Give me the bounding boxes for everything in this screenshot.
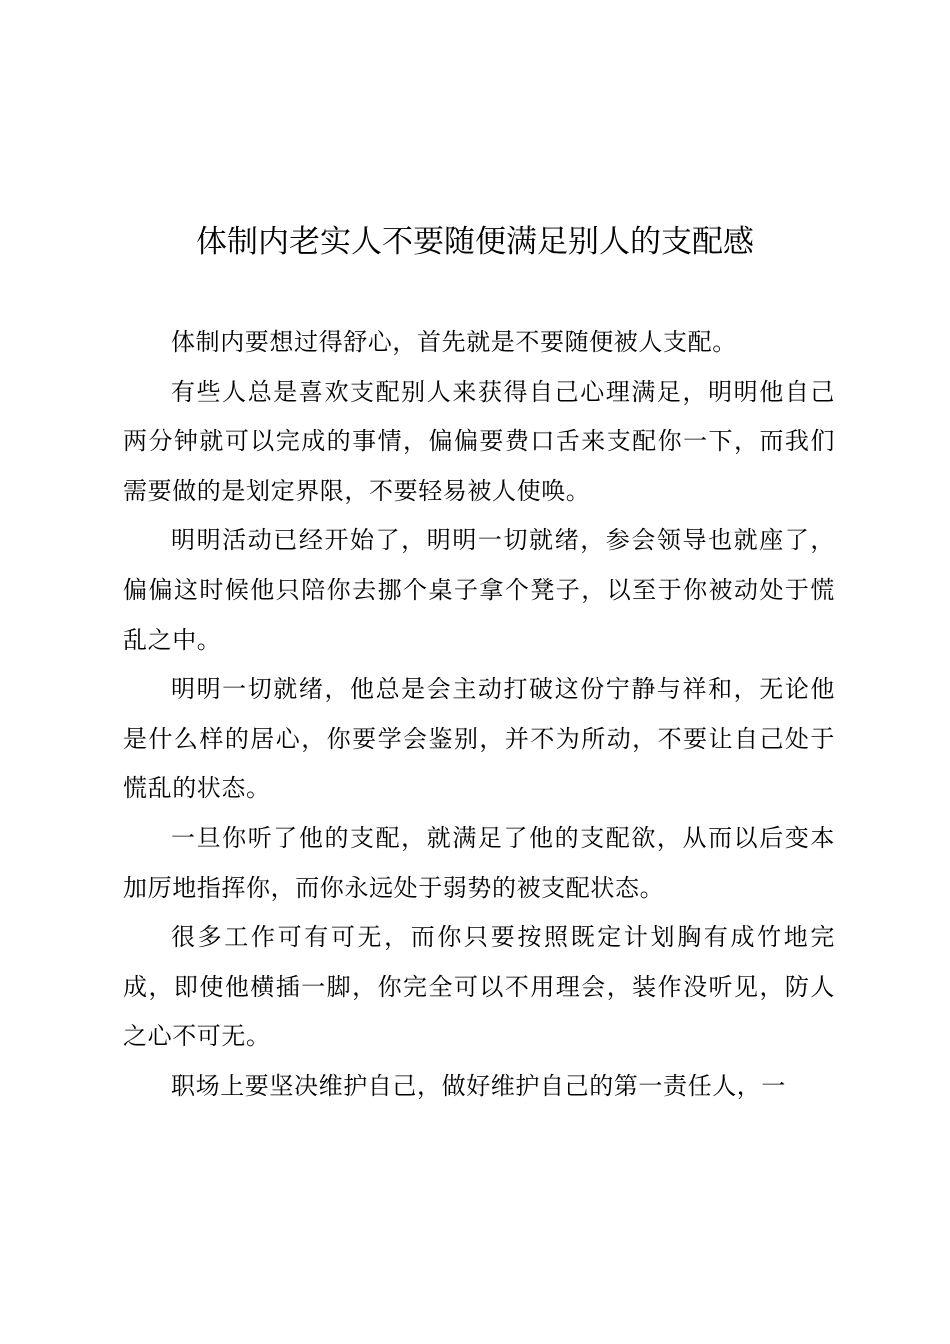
paragraph: 一旦你听了他的支配，就满足了他的支配欲，从而以后变本加厉地指挥你，而你永远处于弱势的被支配状态。 xyxy=(123,823,835,902)
paragraph: 明明一切就绪，他总是会主动打破这份宁静与祥和，无论他是什么样的居心，你要学会鉴别，并不为所动，不要让自己处于慌乱的状态。 xyxy=(123,675,835,803)
paragraph: 有些人总是喜欢支配别人来获得自己心理满足，明明他自己两分钟就可以完成的事情，偏偏要费口舌来支配你一下，而我们需要做的是划定界限，不要轻易被人使唤。 xyxy=(123,377,835,505)
paragraph: 明明活动已经开始了，明明一切就绪，参会领导也就座了，偏偏这时候他只陪你去挪个桌子拿个凳子，以至于你被动处于慌乱之中。 xyxy=(123,526,835,654)
paragraph: 很多工作可有可无，而你只要按照既定计划胸有成竹地完成，即使他横插一脚，你完全可以不用理会，装作没听见，防人之心不可无。 xyxy=(123,923,835,1051)
paragraph: 体制内要想过得舒心，首先就是不要随便被人支配。 xyxy=(171,328,737,356)
document-title: 体制内老实人不要随便满足别人的支配感 xyxy=(196,224,754,260)
paragraph: 职场上要坚决维护自己，做好维护自己的第一责任人，一 xyxy=(171,1071,786,1100)
document-body xyxy=(123,318,835,1112)
